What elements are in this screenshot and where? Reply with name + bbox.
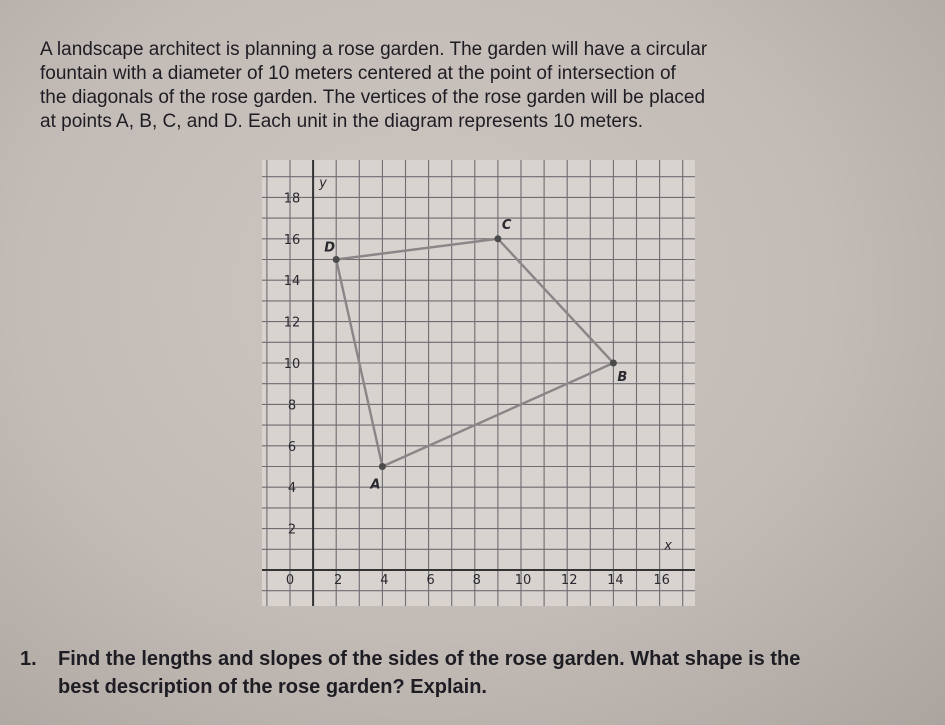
problem-line: A landscape architect is planning a rose garden. The garden will have a circular (40, 39, 708, 60)
problem-line: at points A, B, C, and D. Each unit in the diagram represents 10 meters. (40, 111, 644, 132)
y-tick-label: 8 (287, 398, 297, 414)
question-text-line1: Find the lengths and slopes of the sides of the rose garden. What shape is the (58, 648, 801, 670)
question-text-line2: best description of the rose garden? Explain. (58, 676, 487, 698)
problem-line: fountain with a diameter of 10 meters centered at the point of intersection of (40, 63, 676, 84)
x-tick-label: 12 (560, 573, 578, 588)
x-tick-label: 10 (514, 573, 532, 588)
vertex-a (379, 463, 386, 470)
x-tick-label: 16 (653, 573, 670, 588)
vertex-label-c: C (501, 217, 512, 233)
x-axis-label: x (664, 538, 672, 554)
y-tick-label: 16 (283, 232, 301, 248)
y-tick-label: 14 (283, 274, 301, 290)
vertex-label-b: B (617, 370, 628, 385)
problem-line: the diagonals of the rose garden. The vertices of the rose garden will be placed (40, 87, 706, 108)
question-1 (20, 645, 940, 701)
y-axis-label: y (319, 176, 327, 192)
x-tick-label: 14 (607, 573, 624, 588)
question-number: 1. (20, 648, 37, 670)
vertex-label-d: D (324, 240, 335, 256)
y-tick-label: 4 (287, 481, 297, 497)
vertex-b (610, 360, 617, 367)
x-tick-label: 8 (472, 573, 481, 588)
vertex-label-a: A (370, 477, 381, 493)
y-tick-label: 12 (283, 315, 301, 331)
vertex-c (494, 235, 501, 242)
x-tick-label: 4 (380, 573, 389, 588)
y-tick-label: 18 (283, 191, 301, 207)
x-tick-label: 2 (334, 573, 343, 588)
x-tick-label: 6 (426, 573, 435, 588)
y-tick-label: 10 (283, 357, 301, 372)
grid-paper (262, 160, 695, 606)
vertex-d (333, 256, 340, 263)
y-tick-label: 6 (287, 439, 297, 455)
y-tick-label: 2 (287, 522, 297, 538)
x-tick-label: 0 (285, 573, 295, 588)
